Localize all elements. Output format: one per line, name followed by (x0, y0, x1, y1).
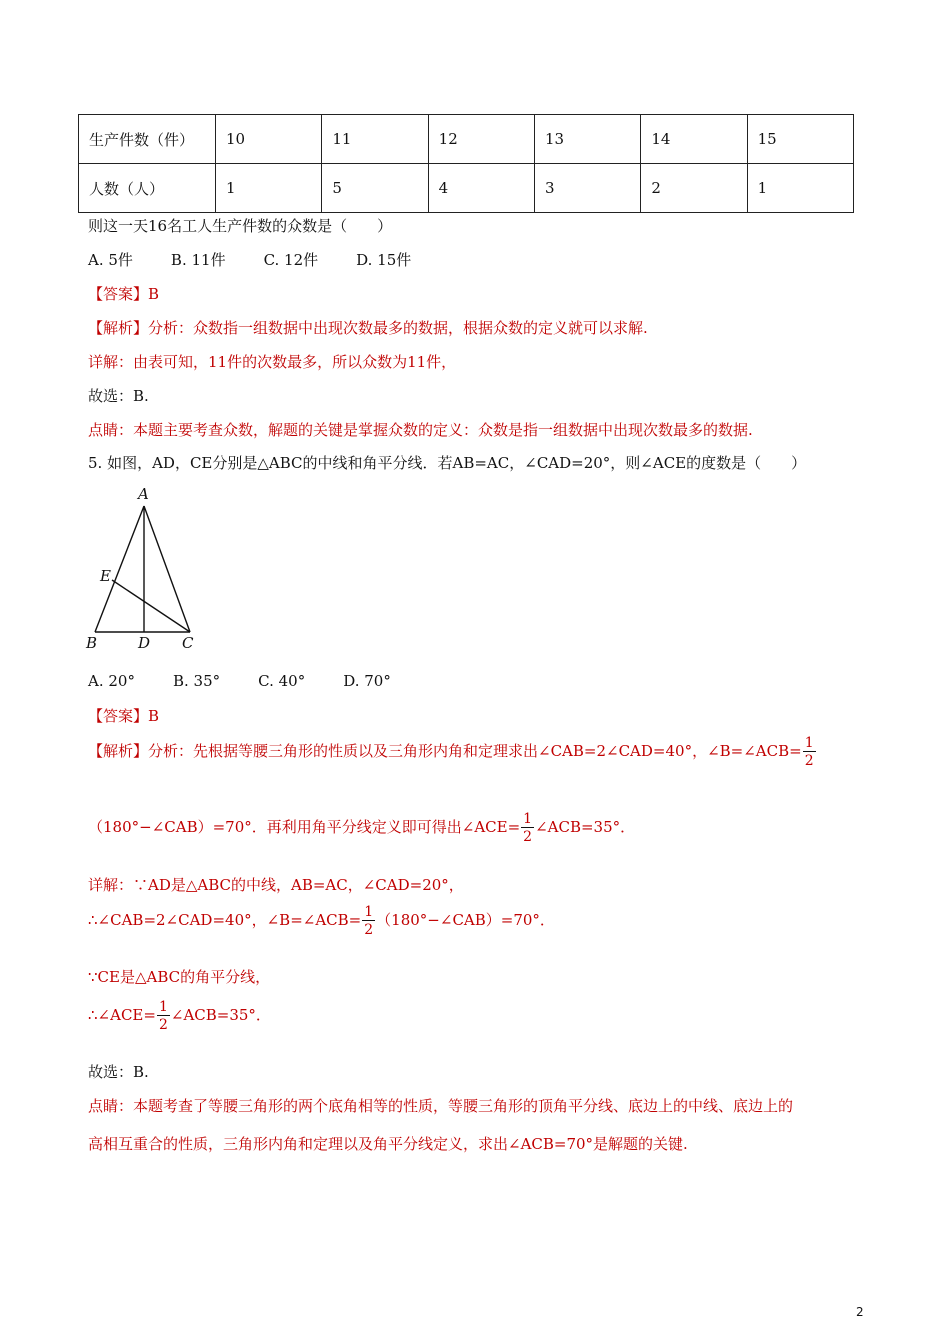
table-cell: 2 (641, 164, 747, 213)
option-d: D. 70° (343, 672, 391, 690)
fraction-half: $\frac{1}{2}$ (158, 999, 168, 1033)
table-cell: 14 (641, 115, 747, 164)
q5-stem: 5. 如图，AD，CE分别是△ABC的中线和角平分线．若AB=AC，∠CAD=20°，则∠ACE的度数是（ ） (88, 454, 807, 472)
q5-detail-line1: 详解：∵AD是△ABC的中线，AB=AC，∠CAD=20°， (88, 876, 464, 894)
table-cell: 人数（人） (79, 164, 216, 213)
label-c: C (182, 634, 194, 652)
q4-choose: 故选：B. (88, 387, 149, 405)
table-cell: 15 (747, 115, 853, 164)
page-number: 2 (856, 1305, 864, 1319)
table-cell: 10 (216, 115, 322, 164)
fraction-half: $\frac{1}{2}$ (523, 811, 533, 845)
triangle-figure (84, 484, 204, 652)
q5-choose: 故选：B. (88, 1063, 149, 1081)
option-a: A. 20° (88, 672, 135, 690)
q5-detail-line2: ∴∠CAB=2∠CAD=40°，∠B=∠ACB= $\frac{1}{2}$ （180°−∠CAB）=70°． (88, 904, 555, 938)
segment-ac (144, 506, 190, 632)
option-b: B. 35° (172, 672, 221, 690)
option-d: D. 15件 (356, 251, 412, 269)
table-cell: 13 (534, 115, 640, 164)
table-cell: 11 (322, 115, 428, 164)
label-a: A (138, 485, 149, 503)
label-e: E (100, 567, 111, 585)
q5-comment-line2: 高相互重合的性质，三角形内角和定理以及角平分线定义，求出∠ACB=70°是解题的关键. (88, 1135, 688, 1153)
q5-answer: 【答案】B (88, 707, 160, 725)
table-cell: 3 (534, 164, 640, 213)
segment-ce (112, 580, 190, 632)
q4-comment: 点睛：本题主要考查众数，解题的关键是掌握众数的定义：众数是指一组数据中出现次数最多的数据. (88, 421, 753, 439)
q5-detail-line3: ∵CE是△ABC的角平分线， (88, 968, 271, 986)
label-b: B (86, 634, 98, 652)
option-c: C. 40° (258, 672, 306, 690)
q4-stem: 则这一天16名工人生产件数的众数是（ ） (88, 217, 393, 235)
q4-analysis: 【解析】分析：众数指一组数据中出现次数最多的数据，根据众数的定义就可以求解. (88, 319, 648, 337)
table-cell: 5 (322, 164, 428, 213)
q5-analysis-line2: （180°−∠CAB）=70°．再利用角平分线定义即可得出∠ACE= $\frac{1}{2}$ ∠ACB=35°． (88, 811, 636, 845)
table-row (79, 115, 854, 164)
option-a: A. 5件 (88, 251, 133, 269)
option-b: B. 11件 (170, 251, 226, 269)
q5-comment-line1: 点睛：本题考查了等腰三角形的两个底角相等的性质，等腰三角形的顶角平分线、底边上的中线、底边上的 (88, 1097, 794, 1115)
table-cell: 1 (747, 164, 853, 213)
q5-detail-line4: ∴∠ACE= $\frac{1}{2}$ ∠ACB=35°． (88, 999, 271, 1033)
q4-answer: 【答案】B (88, 285, 160, 303)
table-cell: 12 (428, 115, 534, 164)
label-d: D (138, 634, 151, 652)
fraction-half: $\frac{1}{2}$ (364, 904, 374, 938)
table-row (79, 164, 854, 213)
q4-detail: 详解：由表可知，11件的次数最多，所以众数为11件， (88, 353, 457, 371)
q5-options (88, 672, 429, 690)
table-cell: 1 (216, 164, 322, 213)
q5-analysis-line1: 【解析】分析：先根据等腰三角形的性质以及三角形内角和定理求出∠CAB=2∠CAD=40°，∠B=∠ACB= $\frac{1}{2}$ (88, 735, 814, 769)
data-table (78, 114, 854, 213)
table-cell: 生产件数（件） (79, 115, 216, 164)
q4-options (88, 249, 449, 270)
fraction-half: $\frac{1}{2}$ (804, 735, 814, 769)
option-c: C. 12件 (263, 251, 319, 269)
table-cell: 4 (428, 164, 534, 213)
